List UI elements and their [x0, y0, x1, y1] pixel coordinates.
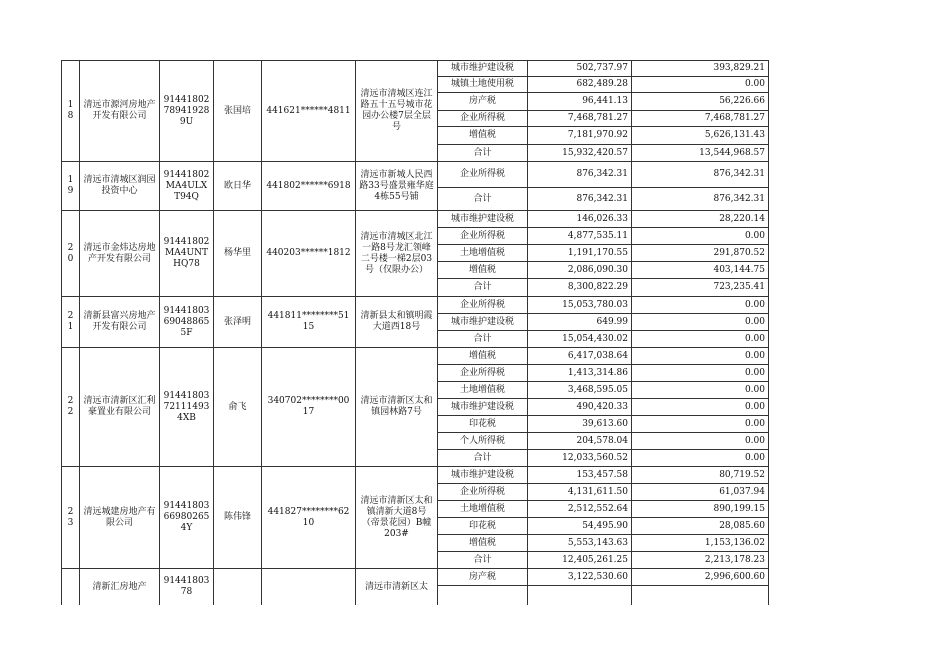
table-row [62, 348, 769, 365]
business-address: 清远市新城人民西路33号盛景雍华庭4栋55号铺 [356, 162, 438, 211]
arrears-amount: 15,053,780.03 [528, 297, 632, 314]
current-balance: 2,213,178.23 [632, 552, 769, 569]
credit-code: 91441803721114934XB [160, 348, 214, 467]
tax-type: 合计 [438, 552, 528, 569]
arrears-amount: 153,457.58 [528, 467, 632, 484]
tax-type: 增值税 [438, 348, 528, 365]
tax-type: 合计 [438, 188, 528, 211]
id-number: 441827********6210 [262, 467, 356, 569]
current-balance [632, 586, 769, 606]
current-balance: 0.00 [632, 399, 769, 416]
record-number: 22 [62, 348, 80, 467]
table-row [62, 61, 769, 77]
tax-type: 印花税 [438, 416, 528, 433]
legal-representative [214, 569, 262, 606]
business-address: 清远市清新区太和镇清新大道8号（帝景花园）B幢203# [356, 467, 438, 569]
arrears-amount: 2,512,552.64 [528, 501, 632, 518]
legal-representative: 张国培 [214, 61, 262, 162]
arrears-amount [528, 586, 632, 606]
current-balance: 0.00 [632, 77, 769, 93]
credit-code: 91441803669802654Y [160, 467, 214, 569]
legal-representative: 俞飞 [214, 348, 262, 467]
current-balance: 28,085.60 [632, 518, 769, 535]
company-name: 清远市清城区润园投资中心 [80, 162, 160, 211]
arrears-amount: 39,613.60 [528, 416, 632, 433]
business-address: 清新县太和镇明霞大道西18号 [356, 297, 438, 348]
business-address: 清远市清城区北江一路8号龙汇领峰二号楼一梯2层03号（仅限办公） [356, 211, 438, 297]
arrears-amount: 1,191,170.55 [528, 245, 632, 262]
tax-type: 合计 [438, 331, 528, 348]
tax-type: 城市维护建设税 [438, 211, 528, 228]
current-balance: 56,226.66 [632, 93, 769, 111]
company-name: 清新汇房地产 [80, 569, 160, 606]
current-balance: 5,626,131.43 [632, 127, 769, 145]
record-number: 20 [62, 211, 80, 297]
arrears-amount: 876,342.31 [528, 188, 632, 211]
tax-type: 企业所得税 [438, 297, 528, 314]
table-row [62, 162, 769, 188]
company-name: 清远城建房地产有限公司 [80, 467, 160, 569]
current-balance: 0.00 [632, 297, 769, 314]
current-balance: 0.00 [632, 331, 769, 348]
credit-code: 91441802789419289U [160, 61, 214, 162]
table-row [62, 467, 769, 484]
arrears-amount: 7,181,970.92 [528, 127, 632, 145]
arrears-amount: 4,131,611.50 [528, 484, 632, 501]
arrears-amount: 490,420.33 [528, 399, 632, 416]
arrears-amount: 876,342.31 [528, 162, 632, 188]
tax-type: 房产税 [438, 569, 528, 586]
tax-type: 企业所得税 [438, 162, 528, 188]
tax-arrears-table [61, 60, 769, 605]
arrears-amount: 649.99 [528, 314, 632, 331]
arrears-amount: 15,932,420.57 [528, 145, 632, 162]
tax-type: 企业所得税 [438, 484, 528, 501]
tax-type: 个人所得税 [438, 433, 528, 450]
record-number: 19 [62, 162, 80, 211]
tax-type: 土地增值税 [438, 245, 528, 262]
tax-type: 企业所得税 [438, 111, 528, 127]
arrears-amount: 12,033,560.52 [528, 450, 632, 467]
tax-type: 企业所得税 [438, 365, 528, 382]
current-balance: 7,468,781.27 [632, 111, 769, 127]
credit-code: 9144180378 [160, 569, 214, 606]
current-balance: 0.00 [632, 314, 769, 331]
current-balance: 890,199.15 [632, 501, 769, 518]
arrears-amount: 204,578.04 [528, 433, 632, 450]
company-name: 清新县富兴房地产开发有限公司 [80, 297, 160, 348]
tax-type: 城市维护建设税 [438, 467, 528, 484]
business-address: 清远市清新区太和镇园林路7号 [356, 348, 438, 467]
current-balance: 61,037.94 [632, 484, 769, 501]
legal-representative: 杨华里 [214, 211, 262, 297]
current-balance: 723,235.41 [632, 279, 769, 297]
current-balance: 291,870.52 [632, 245, 769, 262]
tax-type: 合计 [438, 450, 528, 467]
table-body [62, 61, 769, 606]
legal-representative: 陈伟锋 [214, 467, 262, 569]
id-number: 441621******4811 [262, 61, 356, 162]
current-balance: 13,544,968.57 [632, 145, 769, 162]
id-number: 441811********5115 [262, 297, 356, 348]
arrears-amount: 8,300,822.29 [528, 279, 632, 297]
tax-type: 增值税 [438, 127, 528, 145]
arrears-amount: 4,877,535.11 [528, 228, 632, 245]
business-address: 清远市清城区连江路五十五号城市花园办公楼7层全层号 [356, 61, 438, 162]
business-address: 清远市清新区太 [356, 569, 438, 606]
record-number: 21 [62, 297, 80, 348]
current-balance: 393,829.21 [632, 61, 769, 77]
table-row [62, 569, 769, 586]
tax-type: 土地增值税 [438, 501, 528, 518]
current-balance: 0.00 [632, 348, 769, 365]
tax-type: 增值税 [438, 535, 528, 552]
id-number: 440203******1812 [262, 211, 356, 297]
tax-type: 合计 [438, 145, 528, 162]
company-name: 清远市源河房地产开发有限公司 [80, 61, 160, 162]
tax-type: 增值税 [438, 262, 528, 279]
tax-type: 城市维护建设税 [438, 61, 528, 77]
tax-type: 城市维护建设税 [438, 399, 528, 416]
arrears-amount: 6,417,038.64 [528, 348, 632, 365]
arrears-amount: 502,737.97 [528, 61, 632, 77]
table-row [62, 211, 769, 228]
credit-code: 91441803690488655F [160, 297, 214, 348]
arrears-amount: 1,413,314.86 [528, 365, 632, 382]
arrears-amount: 3,122,530.60 [528, 569, 632, 586]
current-balance: 28,220.14 [632, 211, 769, 228]
tax-type: 城市维护建设税 [438, 314, 528, 331]
record-number [62, 569, 80, 606]
arrears-amount: 15,054,430.02 [528, 331, 632, 348]
legal-representative: 张泽明 [214, 297, 262, 348]
tax-type: 企业所得税 [438, 228, 528, 245]
current-balance: 0.00 [632, 450, 769, 467]
tax-type: 印花税 [438, 518, 528, 535]
current-balance: 2,996,600.60 [632, 569, 769, 586]
tax-type: 房产税 [438, 93, 528, 111]
tax-type: 城镇土地使用税 [438, 77, 528, 93]
legal-representative: 欧日华 [214, 162, 262, 211]
current-balance: 876,342.31 [632, 162, 769, 188]
current-balance: 1,153,136.02 [632, 535, 769, 552]
arrears-amount: 2,086,090.30 [528, 262, 632, 279]
arrears-amount: 12,405,261.25 [528, 552, 632, 569]
id-number: 441802******6918 [262, 162, 356, 211]
arrears-amount: 3,468,595.05 [528, 382, 632, 399]
credit-code: 91441802MA4UNTHQ78 [160, 211, 214, 297]
current-balance: 876,342.31 [632, 188, 769, 211]
record-number: 18 [62, 61, 80, 162]
table-row [62, 297, 769, 314]
arrears-amount: 54,495.90 [528, 518, 632, 535]
current-balance: 403,144.75 [632, 262, 769, 279]
tax-type: 合计 [438, 279, 528, 297]
id-number: 340702********0017 [262, 348, 356, 467]
current-balance: 0.00 [632, 416, 769, 433]
arrears-amount: 7,468,781.27 [528, 111, 632, 127]
arrears-amount: 96,441.13 [528, 93, 632, 111]
current-balance: 0.00 [632, 228, 769, 245]
record-number: 23 [62, 467, 80, 569]
arrears-amount: 5,553,143.63 [528, 535, 632, 552]
arrears-amount: 682,489.28 [528, 77, 632, 93]
tax-type: 土地增值税 [438, 382, 528, 399]
id-number [262, 569, 356, 606]
current-balance: 0.00 [632, 382, 769, 399]
company-name: 清远市清新区汇利豪置业有限公司 [80, 348, 160, 467]
arrears-amount: 146,026.33 [528, 211, 632, 228]
current-balance: 80,719.52 [632, 467, 769, 484]
current-balance: 0.00 [632, 433, 769, 450]
credit-code: 91441802MA4ULXT94Q [160, 162, 214, 211]
tax-type [438, 586, 528, 606]
company-name: 清远市金炜达房地产开发有限公司 [80, 211, 160, 297]
current-balance: 0.00 [632, 365, 769, 382]
